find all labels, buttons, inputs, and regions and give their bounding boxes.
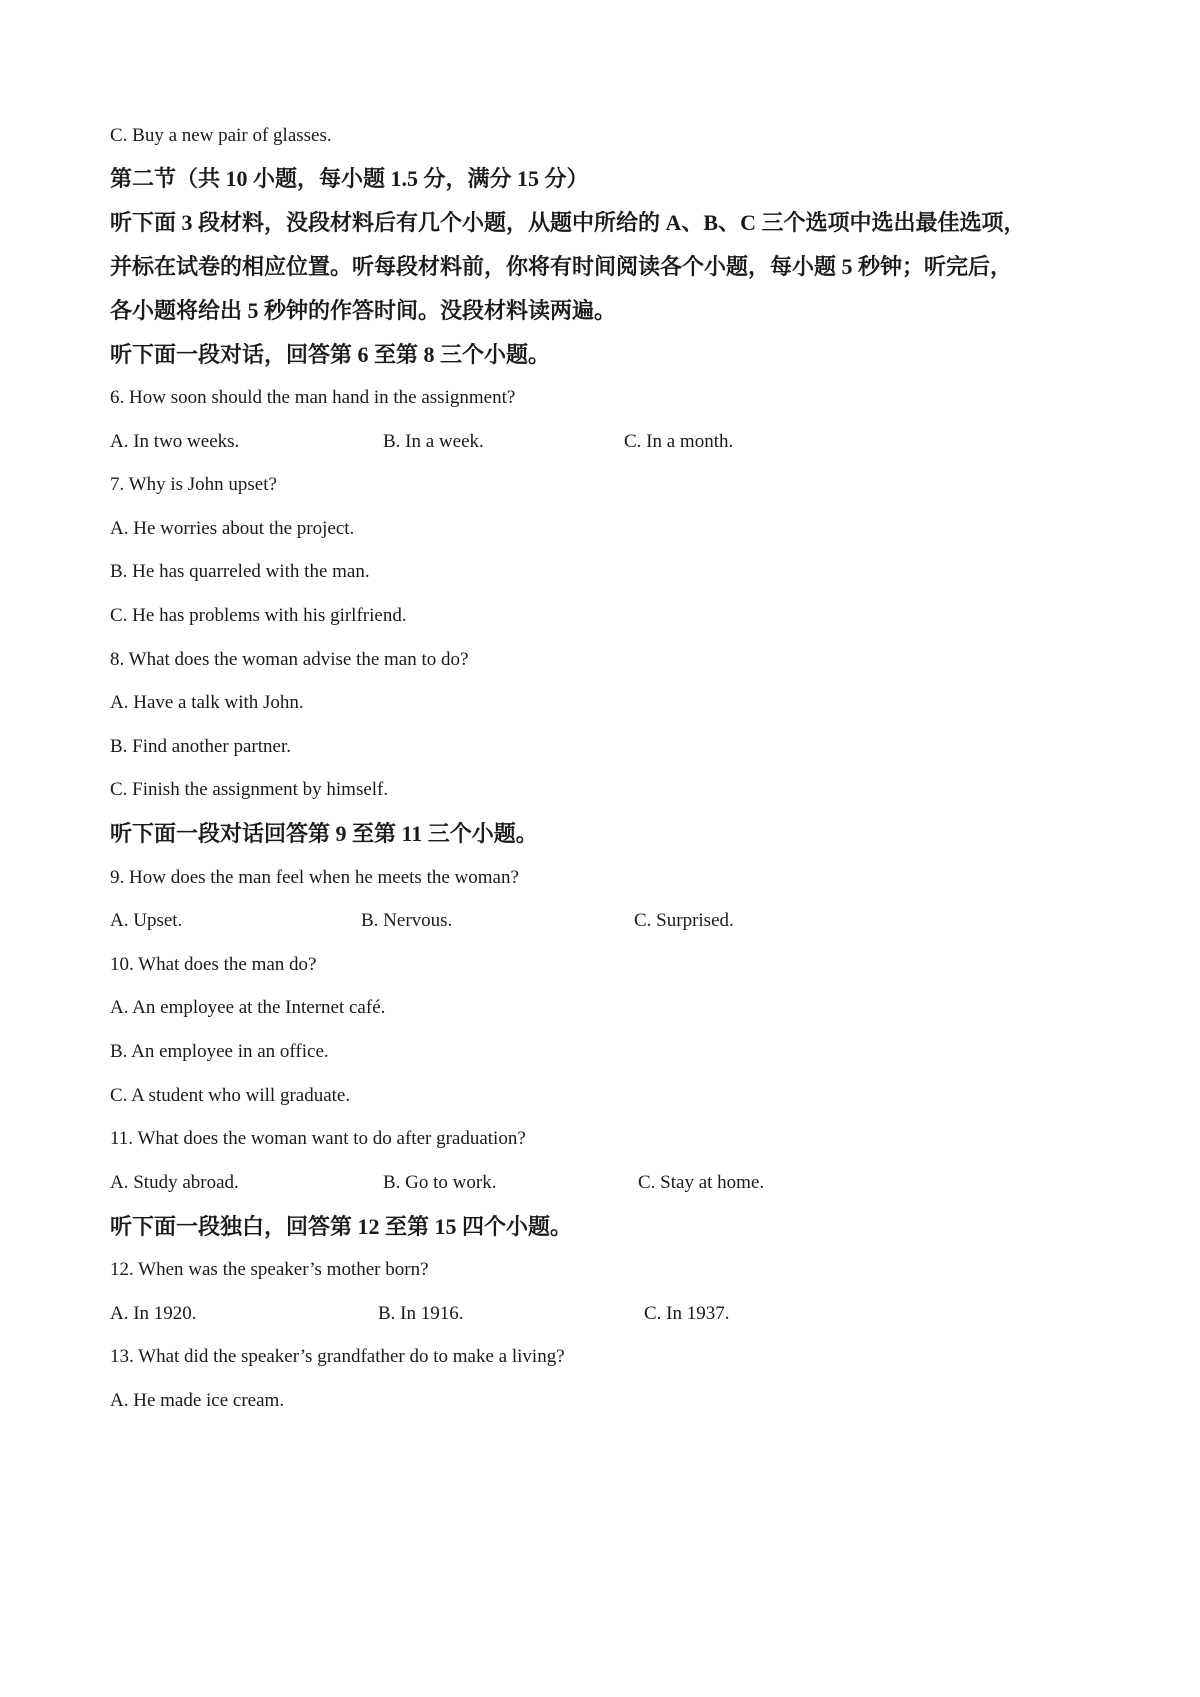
question-11-option-b: B. Go to work. (383, 1172, 497, 1193)
question-10-option-b: B. An employee in an office. (110, 1041, 329, 1062)
question-9: 9. How does the man feel when he meets the woman? (110, 867, 519, 888)
question-12-option-b: B. In 1916. (378, 1303, 464, 1324)
instructions-line-1: 听下面 3 段材料，没段材料后有几个小题，从题中所给的 A、B、C 三个选项中选出最佳选项， (110, 210, 1026, 235)
question-7-option-b: B. He has quarreled with the man. (110, 561, 370, 582)
question-10-option-a: A. An employee at the Internet café. (110, 997, 386, 1018)
question-12-option-a: A. In 1920. (110, 1303, 197, 1324)
question-8-option-b: B. Find another partner. (110, 736, 291, 757)
question-9-option-b: B. Nervous. (361, 910, 453, 931)
question-6-option-c: C. In a month. (624, 431, 734, 452)
question-12-option-c: C. In 1937. (644, 1303, 730, 1324)
question-11-option-c: C. Stay at home. (638, 1172, 765, 1193)
question-9-option-c: C. Surprised. (634, 910, 734, 931)
question-7-option-c: C. He has problems with his girlfriend. (110, 605, 407, 626)
question-12: 12. When was the speaker’s mother born? (110, 1259, 429, 1280)
question-10-option-c: C. A student who will graduate. (110, 1085, 351, 1106)
question-8-option-c: C. Finish the assignment by himself. (110, 779, 389, 800)
question-7-option-a: A. He worries about the project. (110, 518, 355, 539)
instructions-line-3: 各小题将给出 5 秒钟的作答时间。没段材料读两遍。 (110, 298, 617, 323)
question-6: 6. How soon should the man hand in the assignment? (110, 387, 516, 408)
question-11: 11. What does the woman want to do after graduation? (110, 1128, 526, 1149)
question-9-option-a: A. Upset. (110, 910, 183, 931)
question-11-option-a: A. Study abroad. (110, 1172, 239, 1193)
question-6-option-b: B. In a week. (383, 431, 484, 452)
section-title: 第二节（共 10 小题，每小题 1.5 分，满分 15 分） (110, 166, 589, 191)
question-10: 10. What does the man do? (110, 954, 317, 975)
instructions-line-2: 并标在试卷的相应位置。听每段材料前，你将有时间阅读各个小题，每小题 5 秒钟；听完后， (110, 254, 1013, 279)
question-13-option-a: A. He made ice cream. (110, 1390, 285, 1411)
dialogue-1-heading: 听下面一段对话，回答第 6 至第 8 三个小题。 (110, 342, 551, 367)
previous-option-c: C. Buy a new pair of glasses. (110, 125, 332, 146)
dialogue-2-heading: 听下面一段对话回答第 9 至第 11 三个小题。 (110, 821, 538, 846)
question-13: 13. What did the speaker’s grandfather do to make a living? (110, 1346, 565, 1367)
question-8: 8. What does the woman advise the man to do? (110, 649, 469, 670)
monologue-heading: 听下面一段独白，回答第 12 至第 15 四个小题。 (110, 1214, 573, 1239)
question-7: 7. Why is John upset? (110, 474, 277, 495)
question-8-option-a: A. Have a talk with John. (110, 692, 304, 713)
question-6-option-a: A. In two weeks. (110, 431, 240, 452)
